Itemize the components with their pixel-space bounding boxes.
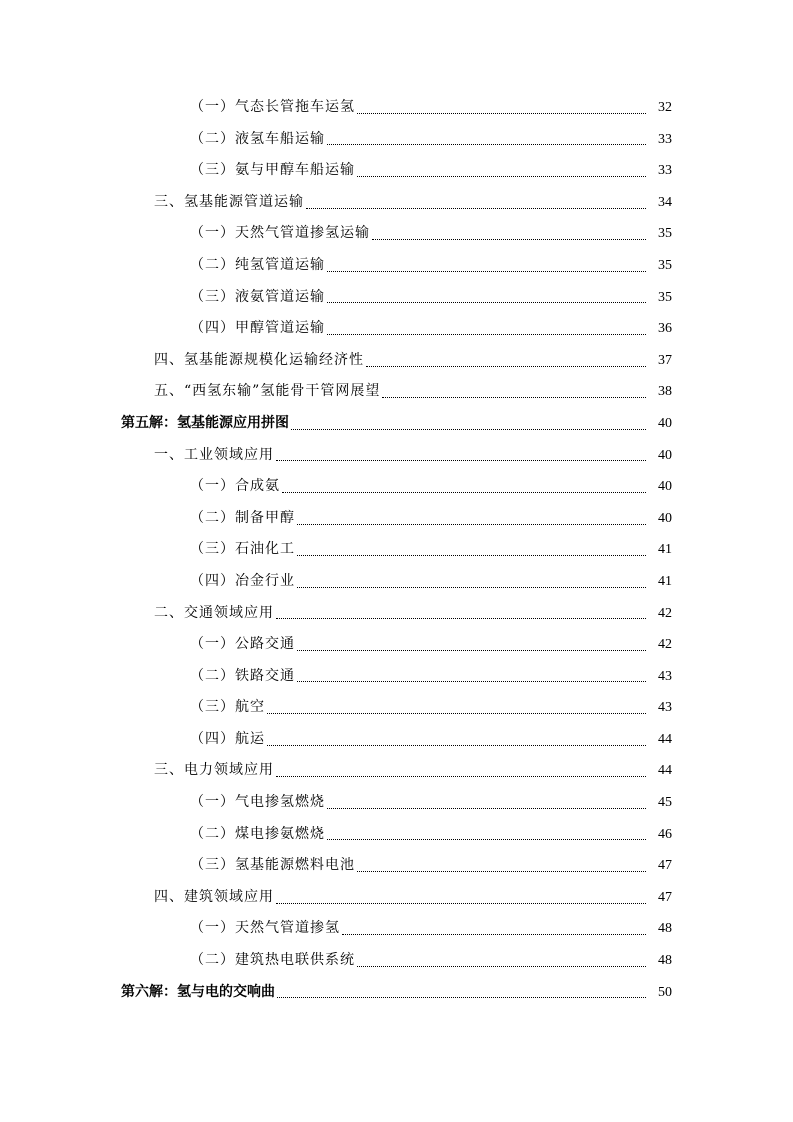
toc-subsection-entry[interactable] [0, 282, 793, 314]
toc-page-number: 36 [658, 321, 672, 337]
toc-entry-title: （一）气态长管拖车运氢 [190, 99, 355, 115]
toc-section-entry[interactable] [0, 376, 793, 408]
toc-entry-title: （二）制备甲醇 [190, 509, 295, 526]
toc-dot-leader [342, 933, 646, 935]
toc-entry-title: （三）石油化工 [190, 541, 295, 558]
toc-dot-leader [276, 617, 646, 619]
toc-section-entry[interactable] [0, 345, 793, 377]
toc-dot-leader [297, 554, 646, 556]
toc-section-entry[interactable] [0, 755, 793, 787]
toc-page-number: 40 [658, 510, 672, 526]
toc-entry-title: （四）冶金行业 [190, 572, 295, 589]
toc-subsection-entry[interactable] [0, 945, 793, 977]
toc-section-entry[interactable] [0, 598, 793, 630]
toc-entry-title: （三）氢基能源燃料电池 [190, 857, 355, 874]
toc-dot-leader [357, 870, 646, 872]
toc-chapter-entry[interactable] [0, 408, 793, 440]
toc-entry-title: （二）建筑热电联供系统 [190, 952, 355, 969]
toc-dot-leader [327, 301, 646, 303]
toc-subsection-entry[interactable] [0, 313, 793, 345]
toc-subsection-entry[interactable] [0, 819, 793, 851]
toc-dot-leader [291, 428, 646, 430]
toc-dot-leader [357, 112, 646, 114]
toc-page-number: 50 [658, 984, 672, 1000]
toc-subsection-entry[interactable] [0, 155, 793, 187]
toc-page-number: 43 [658, 700, 672, 716]
toc-dot-leader [372, 238, 646, 240]
toc-entry-title: 五、“西氢东输”氢能骨干管网展望 [154, 383, 381, 400]
toc-subsection-entry[interactable] [0, 534, 793, 566]
toc-page-number: 41 [658, 542, 672, 558]
toc-page-number: 47 [658, 858, 672, 874]
toc-page-number: 33 [658, 131, 672, 147]
toc-entry-title: （四）航运 [190, 730, 265, 747]
toc-dot-leader [327, 333, 646, 335]
toc-dot-leader [267, 712, 646, 714]
toc-subsection-entry[interactable] [0, 724, 793, 756]
toc-section-entry[interactable] [0, 440, 793, 472]
toc-entry-title: 四、氢基能源规模化运输经济性 [154, 351, 364, 368]
toc-dot-leader [327, 270, 646, 272]
toc-subsection-entry[interactable] [0, 124, 793, 156]
toc-subsection-entry[interactable] [0, 250, 793, 282]
toc-page-number: 45 [658, 795, 672, 811]
toc-section-entry[interactable] [0, 187, 793, 219]
toc-page-number: 48 [658, 921, 672, 937]
toc-page-number: 35 [658, 226, 672, 242]
toc-page-number: 42 [658, 605, 672, 621]
toc-entry-title: （一）公路交通 [190, 636, 295, 653]
toc-dot-leader [327, 143, 646, 145]
toc-dot-leader [282, 491, 646, 493]
toc-dot-leader [366, 365, 646, 367]
toc-entry-title: （二）铁路交通 [190, 667, 295, 684]
toc-entry-title: （四）甲醇管道运输 [190, 320, 325, 337]
toc-entry-title: （二）纯氢管道运输 [190, 256, 325, 273]
toc-entry-title: 第五解：氢基能源应用拼图 [121, 414, 289, 431]
toc-page-number: 47 [658, 889, 672, 905]
toc-subsection-entry[interactable] [0, 566, 793, 598]
toc-subsection-entry[interactable] [0, 661, 793, 693]
toc-dot-leader [306, 207, 646, 209]
toc-entry-title: （一）气电掺氢燃烧 [190, 794, 325, 811]
toc-entry-title: 第六解：氢与电的交响曲 [121, 983, 275, 1000]
toc-dot-leader [277, 996, 646, 998]
toc-dot-leader [276, 775, 646, 777]
toc-entry-title: 四、建筑领域应用 [154, 888, 274, 905]
toc-page-number: 42 [658, 637, 672, 653]
toc-entry-title: 一、工业领域应用 [154, 446, 274, 463]
toc-entry-title: 三、电力领域应用 [154, 762, 274, 779]
toc-page-number: 48 [658, 953, 672, 969]
toc-page-number: 43 [658, 668, 672, 684]
toc-entry-title: （二）液氢车船运输 [190, 130, 325, 147]
toc-dot-leader [297, 649, 646, 651]
toc-entry-title: （三）液氨管道运输 [190, 288, 325, 305]
toc-page-number: 37 [658, 352, 672, 368]
toc-dot-leader [357, 965, 646, 967]
toc-chapter-entry[interactable] [0, 977, 793, 1009]
toc-entry-title: （一）天然气管道掺氢运输 [190, 225, 370, 242]
toc-page-number: 33 [658, 163, 672, 179]
toc-page-number: 35 [658, 289, 672, 305]
toc-subsection-entry[interactable] [0, 629, 793, 661]
toc-dot-leader [276, 459, 646, 461]
toc-subsection-entry[interactable] [0, 850, 793, 882]
toc-subsection-entry[interactable] [0, 471, 793, 503]
toc-dot-leader [357, 175, 646, 177]
toc-entry-title: （一）天然气管道掺氢 [190, 920, 340, 937]
toc-page-number: 40 [658, 479, 672, 495]
toc-section-entry[interactable] [0, 882, 793, 914]
toc-entry-title: （三）氨与甲醇车船运输 [190, 162, 355, 179]
toc-page-number: 46 [658, 826, 672, 842]
toc-page-number: 35 [658, 257, 672, 273]
toc-page-number: 38 [658, 384, 672, 400]
toc-dot-leader [267, 744, 646, 746]
toc-subsection-entry[interactable] [0, 913, 793, 945]
toc-entry-title: 三、氢基能源管道运输 [154, 193, 304, 210]
toc-subsection-entry[interactable] [0, 218, 793, 250]
toc-subsection-entry[interactable] [0, 692, 793, 724]
toc-page-number: 34 [658, 194, 672, 210]
toc-dot-leader [297, 680, 646, 682]
toc-dot-leader [297, 586, 646, 588]
toc-subsection-entry[interactable] [0, 92, 793, 124]
toc-dot-leader [276, 902, 646, 904]
toc-page-number: 44 [658, 763, 672, 779]
toc-page-number: 32 [658, 100, 672, 115]
toc-subsection-entry[interactable] [0, 787, 793, 819]
toc-dot-leader [382, 396, 646, 398]
toc-entry-title: （三）航空 [190, 699, 265, 716]
toc-dot-leader [327, 838, 646, 840]
toc-entry-title: （二）煤电掺氨燃烧 [190, 825, 325, 842]
toc-page-number: 44 [658, 731, 672, 747]
toc-entry-title: 二、交通领域应用 [154, 604, 274, 621]
toc-dot-leader [297, 523, 646, 525]
toc-subsection-entry[interactable] [0, 503, 793, 535]
toc-page-number: 41 [658, 573, 672, 589]
table-of-contents [0, 92, 793, 1008]
toc-entry-title: （一）合成氨 [190, 478, 280, 495]
toc-page-number: 40 [658, 415, 672, 431]
toc-dot-leader [327, 807, 646, 809]
toc-page-number: 40 [658, 447, 672, 463]
